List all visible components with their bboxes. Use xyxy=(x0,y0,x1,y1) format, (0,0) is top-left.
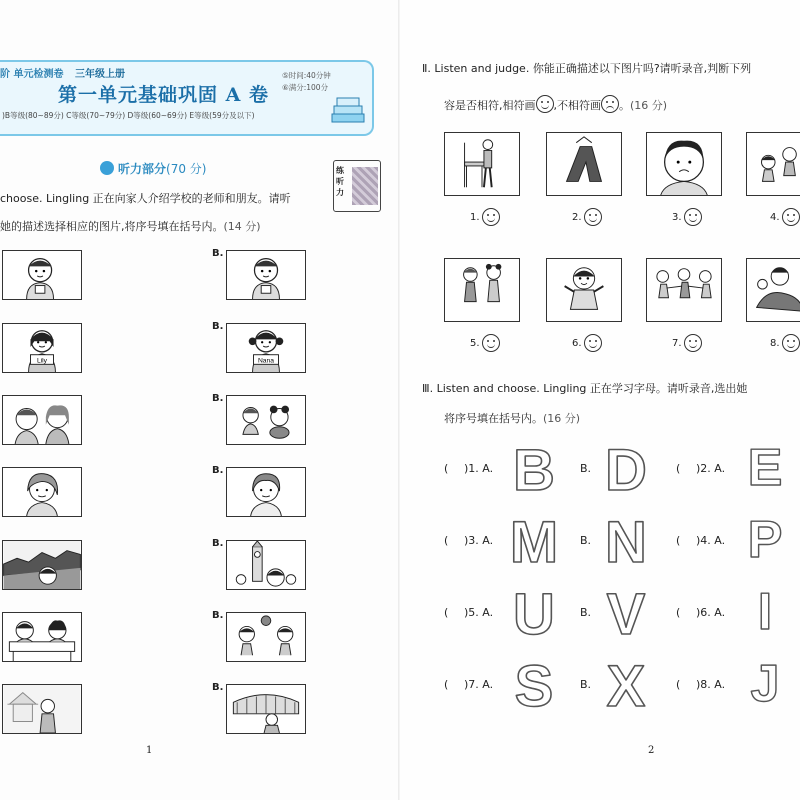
q2-item-6 xyxy=(572,334,602,352)
letter-option-p[interactable] xyxy=(738,512,792,572)
q3-item-4-number: )4. A. xyxy=(696,534,726,547)
q2-line2-part1: 容是否相符,相符画 xyxy=(444,99,536,112)
q3-line2-text: 将序号填在括号内。 xyxy=(444,412,543,425)
q2-item-7 xyxy=(672,334,702,352)
letter-option-v[interactable] xyxy=(596,584,656,644)
q2-item-4 xyxy=(770,208,800,226)
letter-option-u[interactable] xyxy=(504,584,564,644)
q1-option-b-4: B. xyxy=(212,465,224,476)
q1-line2-text: 她的描述选择相应的图片,将序号填在括号内。 xyxy=(0,220,224,233)
svg-text:P: P xyxy=(747,512,783,566)
q1-option-b-2: B. xyxy=(212,321,224,332)
q3-instruction-line2 xyxy=(444,410,580,426)
q1-option-b-7: B. xyxy=(212,682,224,693)
q2-item-1 xyxy=(470,208,500,226)
smile-face-icon[interactable] xyxy=(584,208,602,226)
q1-pic-4b xyxy=(226,467,306,517)
svg-text:I: I xyxy=(757,584,773,638)
smile-face-icon[interactable] xyxy=(684,208,702,226)
q1-pic-3b xyxy=(226,395,306,445)
banner-tag xyxy=(0,65,125,80)
q1-pic-3a xyxy=(2,395,82,445)
banner-series: 阶 单元检测卷 xyxy=(0,69,64,80)
q1-pic-5a xyxy=(2,540,82,590)
answer-paren-open[interactable]: ( xyxy=(676,678,681,691)
answer-paren-open[interactable]: ( xyxy=(676,534,681,547)
answer-paren-open[interactable]: ( xyxy=(444,606,449,619)
svg-text:X: X xyxy=(606,656,646,716)
q1-option-b-1: B. xyxy=(212,248,224,259)
smile-face-icon xyxy=(536,95,554,113)
q2-pic-2 xyxy=(546,132,622,196)
q1-score: (14 分) xyxy=(223,220,261,233)
smile-face-icon[interactable] xyxy=(482,334,500,352)
q3-option-b-label: B. xyxy=(580,534,592,547)
unit-banner xyxy=(0,60,374,136)
smile-face-icon[interactable] xyxy=(482,208,500,226)
q3-item-8-number: )8. A. xyxy=(696,678,726,691)
q1-pic-6b xyxy=(226,612,306,662)
letter-option-d[interactable] xyxy=(596,440,656,500)
answer-paren-open[interactable]: ( xyxy=(676,606,681,619)
answer-paren-open[interactable]: ( xyxy=(444,462,449,475)
svg-text:V: V xyxy=(606,584,646,644)
q3-score: (16 分) xyxy=(543,412,581,425)
q1-pic-7b xyxy=(226,684,306,734)
q3-instruction-line1: Ⅲ. Listen and choose. Lingling 正在学习字母。请听录音,选出她 xyxy=(422,382,748,395)
page-number-right: 2 xyxy=(648,745,655,756)
q2-pic-7 xyxy=(646,258,722,322)
svg-text:B: B xyxy=(513,440,555,500)
q1-option-b-3: B. xyxy=(212,393,224,404)
qr-code-icon[interactable] xyxy=(352,167,378,205)
q3-option-b-label: B. xyxy=(580,462,592,475)
q2-pic-5 xyxy=(444,258,520,322)
q2-item-3-num: 3. xyxy=(672,211,682,223)
q1-pic-2b xyxy=(226,323,306,373)
smile-face-icon[interactable] xyxy=(782,334,800,352)
q2-pic-3 xyxy=(646,132,722,196)
svg-text:M: M xyxy=(509,512,559,572)
letter-option-e[interactable] xyxy=(738,440,792,500)
exam-time: ⑤时间:40分钟 xyxy=(282,71,331,80)
q2-pic-1 xyxy=(444,132,520,196)
smile-face-icon[interactable] xyxy=(584,334,602,352)
q2-item-4-num: 4. xyxy=(770,211,780,223)
q1-option-b-6: B. xyxy=(212,610,224,621)
grade-scale: )B等级(80~89分) C等级(70~79分) D等级(60~69分) E等级(59分及以下) xyxy=(2,111,255,120)
q2-item-2 xyxy=(572,208,602,226)
answer-paren-open[interactable]: ( xyxy=(444,534,449,547)
q1-pic-2a xyxy=(2,323,82,373)
exam-full-score: ⑥满分:100分 xyxy=(282,83,329,92)
practice-label: 练听力 xyxy=(336,166,344,197)
q2-item-8 xyxy=(770,334,800,352)
q2-item-2-num: 2. xyxy=(572,211,582,223)
q2-pic-6 xyxy=(546,258,622,322)
exam-info xyxy=(282,70,331,94)
svg-text:U: U xyxy=(513,584,555,644)
svg-text:E: E xyxy=(747,440,783,494)
q1-pic-4a xyxy=(2,467,82,517)
letter-option-s[interactable] xyxy=(504,656,564,716)
listening-title: 听力部分 xyxy=(118,162,167,176)
q2-pic-4 xyxy=(746,132,800,196)
svg-text:D: D xyxy=(605,440,647,500)
letter-option-b[interactable] xyxy=(504,440,564,500)
svg-text:J: J xyxy=(750,656,780,710)
smile-face-icon[interactable] xyxy=(684,334,702,352)
frown-face-icon xyxy=(601,95,619,113)
q1-option-b-5: B. xyxy=(212,538,224,549)
listening-section-title xyxy=(100,160,206,177)
page-number-left: 1 xyxy=(146,745,153,756)
letter-option-i[interactable] xyxy=(738,584,792,644)
q3-item-7-number: )7. A. xyxy=(464,678,494,691)
q1-pic-1b xyxy=(226,250,306,300)
q1-pic-1a xyxy=(2,250,82,300)
banner-grade: 三年级上册 xyxy=(74,69,125,80)
q3-item-5-number: )5. A. xyxy=(464,606,494,619)
q3-option-b-label: B. xyxy=(580,606,592,619)
books-decoration-icon xyxy=(328,92,368,132)
name-tag-lily: Lily xyxy=(36,357,48,365)
q2-instruction-line2 xyxy=(444,95,667,113)
q3-item-6-number: )6. A. xyxy=(696,606,726,619)
q2-item-5 xyxy=(470,334,500,352)
q2-instruction-line1: Ⅱ. Listen and judge. 你能正确描述以下图片吗?请听录音,判断下列 xyxy=(422,62,752,75)
smile-face-icon[interactable] xyxy=(782,208,800,226)
svg-text:N: N xyxy=(605,512,647,572)
right-page xyxy=(400,0,800,800)
q3-item-2-number: )2. A. xyxy=(696,462,726,475)
q2-item-1-num: 1. xyxy=(470,211,480,223)
page-title: 第一单元基础巩固 A 卷 xyxy=(58,84,269,106)
q3-option-b-label: B. xyxy=(580,678,592,691)
q2-pic-8 xyxy=(746,258,800,322)
q1-pic-6a xyxy=(2,612,82,662)
q3-item-1-number: )1. A. xyxy=(464,462,494,475)
headphone-icon xyxy=(100,161,114,175)
practice-listening-box[interactable] xyxy=(333,160,381,212)
letter-option-x[interactable] xyxy=(596,656,656,716)
letter-option-m[interactable] xyxy=(504,512,564,572)
q2-item-7-num: 7. xyxy=(672,337,682,349)
letter-option-j[interactable] xyxy=(738,656,792,716)
letter-option-n[interactable] xyxy=(596,512,656,572)
name-tag-nana: Nana xyxy=(257,357,275,365)
q1-pic-7a xyxy=(2,684,82,734)
q2-item-5-num: 5. xyxy=(470,337,480,349)
svg-text:S: S xyxy=(514,656,554,716)
q2-line2-part3: 。 xyxy=(619,99,630,112)
q2-item-3 xyxy=(672,208,702,226)
q2-score: (16 分) xyxy=(630,99,668,112)
q1-pic-5b xyxy=(226,540,306,590)
q3-item-3-number: )3. A. xyxy=(464,534,494,547)
q1-instruction-line2 xyxy=(0,218,261,234)
q2-item-8-num: 8. xyxy=(770,337,780,349)
listening-score: (70 分) xyxy=(166,162,207,176)
q2-item-6-num: 6. xyxy=(572,337,582,349)
q1-instruction-line1: choose. Lingling 正在向家人介绍学校的老师和朋友。请听 xyxy=(0,192,291,205)
q2-line2-part2: ,不相符画 xyxy=(553,99,601,112)
answer-paren-open[interactable]: ( xyxy=(444,678,449,691)
answer-paren-open[interactable]: ( xyxy=(676,462,681,475)
